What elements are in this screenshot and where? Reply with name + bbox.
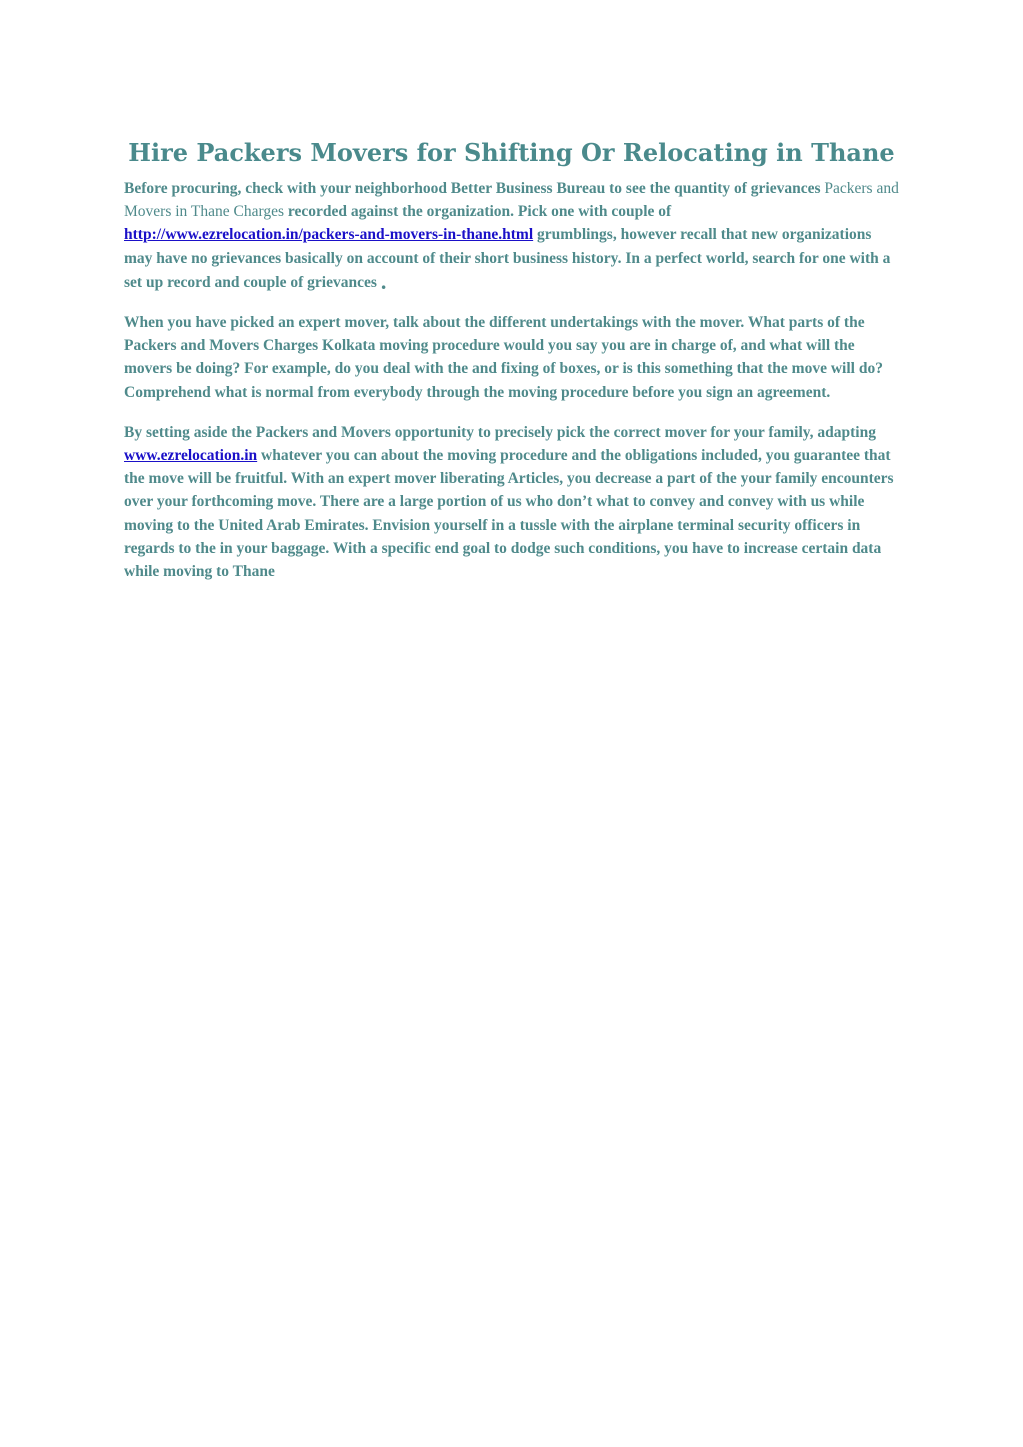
paragraph-2: When you have picked an expert mover, talk about the different undertakings with the mover. What parts of the Packers and Movers Charges Kolkata moving procedure would you say you are in charge of, and what will the movers be doing? For example, do you deal with the and fixing of boxes, or is this something that the move will do? Comprehend what is normal from everybody through the moving procedure before you sign an agreement. — [124, 314, 883, 401]
paragraph-1-keyword: Packers and Movers in Thane Charges — [124, 180, 899, 221]
thane-page-link[interactable]: http://www.ezrelocation.in/packers-and-movers-in-thane.html — [124, 226, 534, 244]
document-body — [124, 177, 902, 600]
paragraph-3-text-2: whatever you can about the moving procedure and the obligations included, you guarantee that the move will be fruitful. With an expert mover liberating Articles, you decrease a part of the your family encounters over your forthcoming move. There are a large portion of us who don’t what to convey and convey with us while moving to the United Arab Emirates. Envision yourself in a tussle with the airplane terminal security officers in regards to the in your baggage. With a specific end goal to dodge such conditions, you have to increase certain data while moving to Thane — [124, 447, 894, 581]
paragraph-1-text-2: recorded against the organization. Pick one with couple of — [284, 203, 672, 221]
paragraph-3 — [124, 421, 902, 583]
paragraph-1 — [124, 177, 902, 294]
paragraph-1-text-1: Before procuring, check with your neighborhood Better Business Bureau to see the quantity of grievances — [124, 180, 825, 197]
ezrelocation-link[interactable]: www.ezrelocation.in — [124, 447, 258, 465]
paragraph-3-text-1: By setting aside the Packers and Movers opportunity to precisely pick the correct mover for your family, adapting — [124, 423, 876, 441]
paragraph-1-text-3: grumblings, however recall that new organizations may have no grievances basically on account of their short business history. In a perfect world, search for one with a set up record and couple of grievances — [124, 226, 891, 291]
page-title: Hire Packers Movers for Shifting Or Relocating in Thane — [128, 138, 895, 168]
paragraph-1-end-mark: . — [380, 268, 387, 294]
